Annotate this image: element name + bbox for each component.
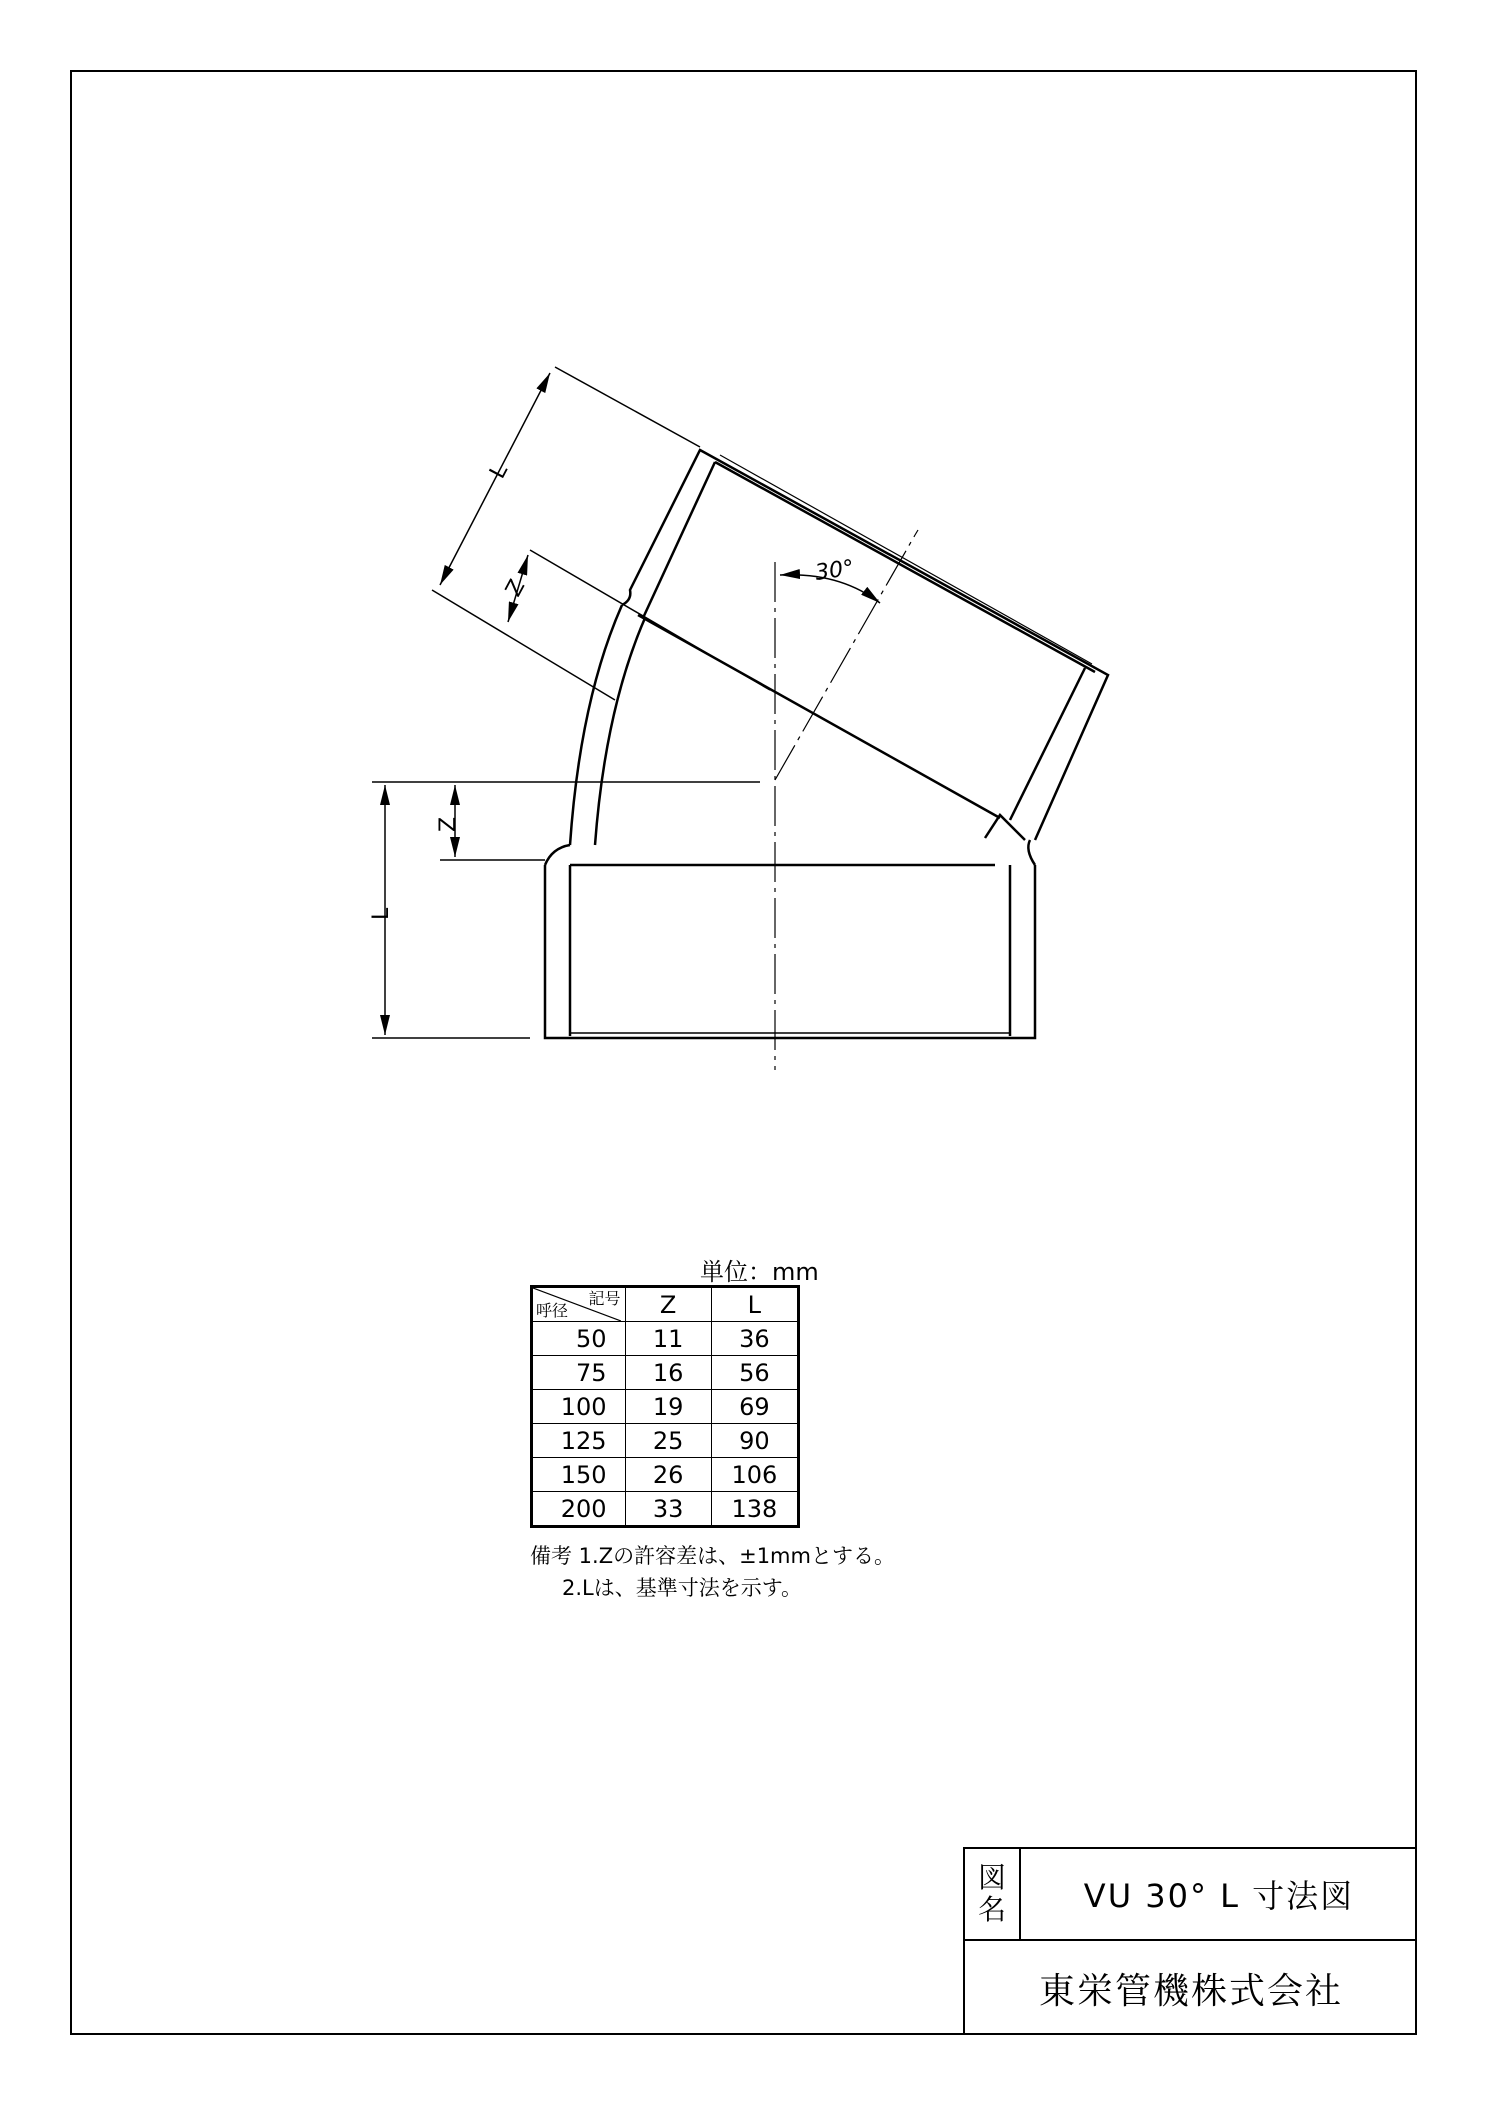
table-row (532, 1322, 799, 1356)
cell-z: 25 (625, 1424, 711, 1458)
drawing-name-label (965, 1849, 1021, 1939)
cell-l: 106 (711, 1458, 798, 1492)
corner-label-top: 記号 (588, 1289, 621, 1308)
note-line-1: 備考 1.Zの許容差は、±1mmとする。 (530, 1544, 895, 1568)
elbow-body (570, 605, 1025, 845)
lower-Z-label: Z (436, 816, 461, 832)
upper-L-label: L (485, 460, 514, 483)
unit-label: 単位：mm (700, 1258, 819, 1286)
table-row (532, 1356, 799, 1390)
title-block (963, 1847, 1417, 2035)
company-name: 東栄管機株式会社 (1038, 1970, 1343, 2012)
upper-Z-label: Z (501, 575, 531, 601)
cell-l: 36 (711, 1322, 798, 1356)
cell-size: 200 (532, 1492, 626, 1527)
corner-label-bottom: 呼径 (536, 1301, 569, 1320)
note-line-2: 2.Lは、基準寸法を示す。 (562, 1576, 803, 1600)
table-header-row (532, 1287, 799, 1322)
column-header-l: L (711, 1287, 798, 1322)
cell-size: 125 (532, 1424, 626, 1458)
lower-L-dimension (369, 782, 760, 1038)
cell-size: 50 (532, 1322, 626, 1356)
column-header-z: Z (625, 1287, 711, 1322)
lower-L-label: L (369, 907, 394, 920)
cell-l: 90 (711, 1424, 798, 1458)
dimension-table (530, 1285, 800, 1528)
table-corner-cell (532, 1287, 626, 1322)
table-row (532, 1424, 799, 1458)
cell-size: 100 (532, 1390, 626, 1424)
title-block-name-row (965, 1849, 1417, 1941)
angle-label: 30° (813, 555, 856, 586)
lower-socket (545, 840, 1035, 1038)
cell-size: 75 (532, 1356, 626, 1390)
cell-size: 150 (532, 1458, 626, 1492)
cell-l: 56 (711, 1356, 798, 1390)
cell-z: 16 (625, 1356, 711, 1390)
cell-z: 11 (625, 1322, 711, 1356)
cell-l: 69 (711, 1390, 798, 1424)
drawing-name-label-1: 図 (977, 1861, 1006, 1894)
table-row (532, 1390, 799, 1424)
angle-dimension (780, 556, 880, 603)
drawing-title: VU 30° L 寸法図 (1083, 1877, 1355, 1915)
cell-z: 26 (625, 1458, 711, 1492)
table-row (532, 1458, 799, 1492)
cell-z: 19 (625, 1390, 711, 1424)
upper-L-dimension (432, 367, 700, 700)
upper-Z-dimension (501, 550, 770, 690)
cell-z: 33 (625, 1492, 711, 1527)
cell-l: 138 (711, 1492, 798, 1527)
lower-Z-dimension (436, 785, 545, 860)
table-row (532, 1492, 799, 1527)
center-lines (775, 530, 918, 1070)
drawing-name-label-2: 名 (977, 1893, 1006, 1926)
notes (530, 1540, 895, 1604)
